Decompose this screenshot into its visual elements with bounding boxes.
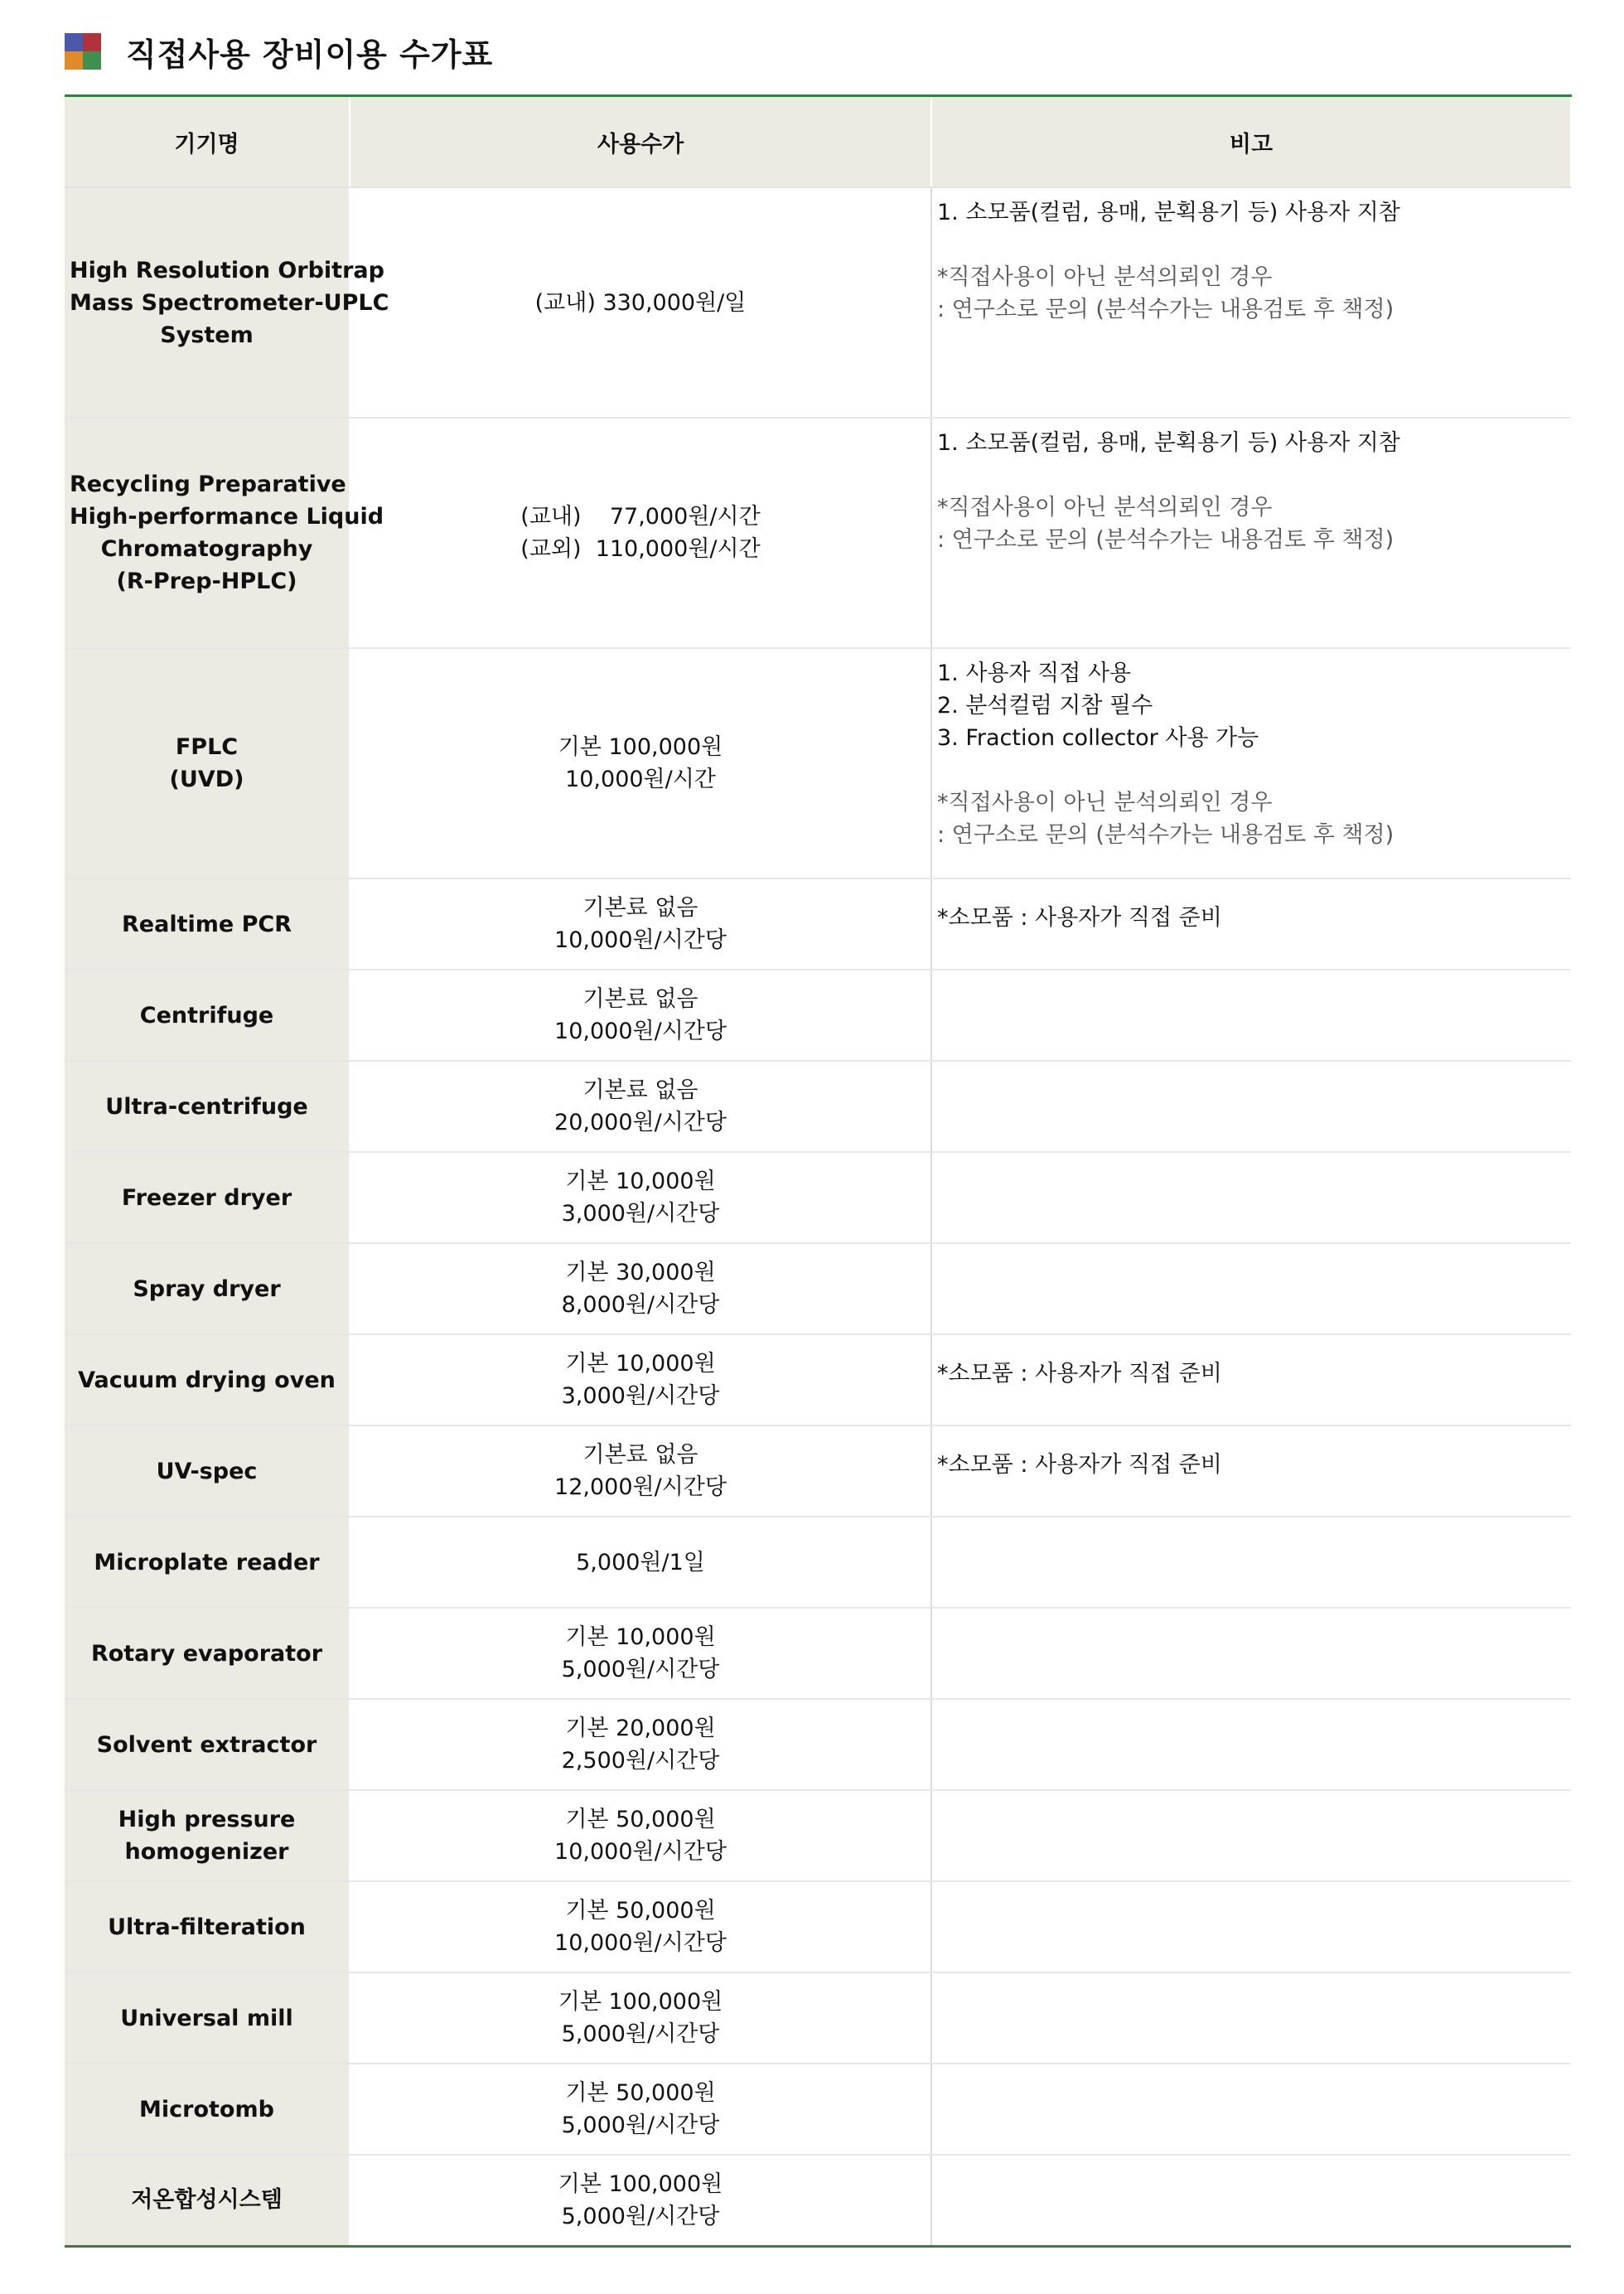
table-row xyxy=(65,878,1571,970)
name-line: Solvent extractor xyxy=(96,1731,317,1758)
note_sub-line: *직접사용이 아닌 분석의뢰인 경우 xyxy=(937,495,1273,520)
note_main-line: 3. Fraction collector 사용 가능 xyxy=(937,725,1259,751)
note_main-line: 1. 사용자 직접 사용 xyxy=(937,661,1132,686)
name-line: Universal mill xyxy=(120,2005,293,2031)
equipment-name-cell xyxy=(65,1699,350,1790)
usage-fee-cell xyxy=(350,2155,931,2246)
logo-square-blue xyxy=(65,33,83,51)
name-line: 저온합성시스템 xyxy=(131,2187,283,2214)
note_main-line: *소모품 : 사용자가 직접 준비 xyxy=(937,905,1222,931)
usage-fee-cell xyxy=(350,648,931,878)
name-line: Vacuum drying oven xyxy=(78,1367,336,1393)
table-row xyxy=(65,1608,1571,1699)
name-line: Freezer dryer xyxy=(121,1184,292,1211)
equipment-name-cell xyxy=(65,1152,350,1243)
usage-fee-cell xyxy=(350,187,931,418)
table-row xyxy=(65,1699,1571,1790)
remarks-cell xyxy=(931,1061,1571,1152)
table-row xyxy=(65,1881,1571,1972)
equipment-name-cell xyxy=(65,648,350,878)
fee-line: 5,000원/1일 xyxy=(576,1549,705,1575)
note_sub-line: *직접사용이 아닌 분석의뢰인 경우 xyxy=(937,790,1273,815)
remarks-cell xyxy=(931,648,1571,878)
name-line: UV-spec xyxy=(156,1458,258,1484)
name-line: High Resolution Orbitrap xyxy=(70,257,384,283)
usage-fee-cell xyxy=(350,1425,931,1517)
usage-fee-cell xyxy=(350,1061,931,1152)
remarks-cell xyxy=(931,2064,1571,2155)
equipment-name-cell xyxy=(65,1517,350,1608)
note_sub-line: : 연구소로 문의 (분석수가는 내용검토 후 책정) xyxy=(937,297,1394,322)
fee-line: 기본 10,000원 xyxy=(565,1351,716,1377)
fee-line: 5,000원/시간당 xyxy=(561,2021,720,2047)
table-row xyxy=(65,648,1571,878)
fee-line: 10,000원/시간당 xyxy=(554,1019,727,1044)
name-line: homogenizer xyxy=(124,1839,289,1865)
name-line: Rotary evaporator xyxy=(90,1640,323,1667)
fee-line: 기본료 없음 xyxy=(582,1442,698,1468)
table-row xyxy=(65,970,1571,1061)
fee-line: 기본 100,000원 xyxy=(558,2171,723,2197)
table-row xyxy=(65,1152,1571,1243)
remarks-cell xyxy=(931,1152,1571,1243)
usage-fee-cell xyxy=(350,1972,931,2064)
fee-line: 기본 50,000원 xyxy=(565,1898,716,1924)
fee-line: 기본 100,000원 xyxy=(558,1989,723,2015)
note_sub-line: : 연구소로 문의 (분석수가는 내용검토 후 책정) xyxy=(937,527,1394,553)
name-line: Ultra-centrifuge xyxy=(105,1093,308,1120)
fee-line: (교내) 77,000원/시간 xyxy=(520,504,761,530)
name-line: Microtomb xyxy=(139,2096,274,2122)
equipment-name-cell xyxy=(65,970,350,1061)
header-equipment-name: 기기명 xyxy=(65,96,350,188)
logo-square-green xyxy=(83,51,101,70)
table-row xyxy=(65,1517,1571,1608)
equipment-name-cell xyxy=(65,418,384,648)
logo-icon xyxy=(65,33,101,70)
name-line: FPLC xyxy=(175,734,239,760)
logo-square-red xyxy=(83,33,101,51)
fee-table xyxy=(65,94,1572,2248)
note_main-line: *소모품 : 사용자가 직접 준비 xyxy=(937,1361,1222,1387)
equipment-name-cell xyxy=(65,2064,350,2155)
fee-line: 기본료 없음 xyxy=(582,895,698,921)
fee-line: 20,000원/시간당 xyxy=(554,1110,727,1135)
note_sub-line: *직접사용이 아닌 분석의뢰인 경우 xyxy=(937,264,1273,290)
equipment-name-cell xyxy=(65,878,350,970)
table-row xyxy=(65,2155,1571,2246)
table-row xyxy=(65,418,1571,648)
fee-line: 기본 50,000원 xyxy=(565,2080,716,2106)
equipment-name-cell xyxy=(65,1972,350,2064)
fee-line: 기본 10,000원 xyxy=(565,1169,716,1194)
usage-fee-cell xyxy=(350,2064,931,2155)
note_sub-line: : 연구소로 문의 (분석수가는 내용검토 후 책정) xyxy=(937,822,1394,848)
remarks-cell xyxy=(931,418,1571,648)
fee-line: 3,000원/시간당 xyxy=(561,1383,720,1409)
fee-line: 12,000원/시간당 xyxy=(554,1474,727,1500)
equipment-name-cell xyxy=(65,1061,350,1152)
fee-line: (교외) 110,000원/시간 xyxy=(520,536,761,562)
usage-fee-cell xyxy=(350,1334,931,1425)
fee-line: 기본 30,000원 xyxy=(565,1260,716,1285)
remarks-cell xyxy=(931,970,1571,1061)
fee-line: (교내) 330,000원/일 xyxy=(534,289,747,316)
usage-fee-cell xyxy=(350,418,931,648)
name-line: Chromatography xyxy=(100,536,313,562)
fee-line: 10,000원/시간당 xyxy=(554,1930,727,1956)
fee-line: 기본 10,000원 xyxy=(565,1624,716,1650)
name-line: High pressure xyxy=(118,1807,296,1832)
fee-line: 3,000원/시간당 xyxy=(561,1201,720,1227)
equipment-name-cell xyxy=(65,1334,350,1425)
remarks-spacer xyxy=(937,229,1566,261)
usage-fee-cell xyxy=(350,970,931,1061)
fee-line: 8,000원/시간당 xyxy=(561,1292,720,1318)
table-header-row xyxy=(65,96,1571,188)
name-line: Recycling Preparative xyxy=(70,472,346,497)
name-line: (UVD) xyxy=(169,767,244,792)
remarks-cell xyxy=(931,1608,1571,1699)
usage-fee-cell xyxy=(350,1243,931,1334)
fee-line: 기본료 없음 xyxy=(582,986,698,1012)
document-header xyxy=(65,30,493,73)
name-line: Realtime PCR xyxy=(122,911,292,937)
header-usage-fee: 사용수가 xyxy=(350,96,931,188)
fee-line: 2,500원/시간당 xyxy=(561,1748,720,1774)
remarks-cell xyxy=(931,1425,1571,1517)
name-line: Centrifuge xyxy=(139,1002,274,1028)
usage-fee-cell xyxy=(350,1790,931,1881)
remarks-cell xyxy=(931,1881,1571,1972)
remarks-cell xyxy=(931,1334,1571,1425)
fee-line: 5,000원/시간당 xyxy=(561,2203,720,2229)
note_main-line: *소모품 : 사용자가 직접 준비 xyxy=(937,1452,1222,1478)
name-line: Ultra-filteration xyxy=(108,1914,306,1940)
name-line: Microplate reader xyxy=(94,1549,320,1575)
remarks-cell xyxy=(931,1972,1571,2064)
note_main-line: 1. 소모품(컬럼, 용매, 분획용기 등) 사용자 지참 xyxy=(937,430,1400,456)
table-row xyxy=(65,1790,1571,1881)
fee-line: 기본 20,000원 xyxy=(565,1716,716,1741)
table-row xyxy=(65,2064,1571,2155)
remarks-cell xyxy=(931,1243,1571,1334)
table-row xyxy=(65,1061,1571,1152)
table-body xyxy=(65,187,1571,2246)
fee-line: 기본 100,000원 xyxy=(558,734,723,760)
usage-fee-cell xyxy=(350,1881,931,1972)
table-row xyxy=(65,1425,1571,1517)
header-remarks: 비고 xyxy=(931,96,1571,188)
equipment-name-cell xyxy=(65,187,389,418)
page-title: 직접사용 장비이용 수가표 xyxy=(126,36,494,73)
remarks-spacer xyxy=(937,459,1566,491)
logo-square-orange xyxy=(65,51,83,70)
name-line: Spray dryer xyxy=(133,1275,281,1302)
equipment-name-cell xyxy=(65,1790,350,1881)
remarks-cell xyxy=(931,1790,1571,1881)
name-line: High-performance Liquid xyxy=(70,504,384,530)
usage-fee-cell xyxy=(350,1152,931,1243)
equipment-name-cell xyxy=(65,1608,350,1699)
usage-fee-cell xyxy=(350,1699,931,1790)
equipment-name-cell xyxy=(65,1425,350,1517)
usage-fee-cell xyxy=(350,878,931,970)
usage-fee-cell xyxy=(350,1608,931,1699)
equipment-name-cell xyxy=(65,1881,350,1972)
fee-line: 10,000원/시간당 xyxy=(554,1839,727,1865)
fee-line: 기본료 없음 xyxy=(582,1077,698,1103)
remarks-cell xyxy=(931,1517,1571,1608)
name-line: Mass Spectrometer-UPLC xyxy=(70,289,389,316)
equipment-name-cell xyxy=(65,1243,350,1334)
remarks-cell xyxy=(931,187,1571,418)
table-row xyxy=(65,187,1571,418)
remarks-cell xyxy=(931,2155,1571,2246)
equipment-name-cell xyxy=(65,2155,350,2246)
remarks-spacer xyxy=(937,754,1566,786)
fee-line: 5,000원/시간당 xyxy=(561,2113,720,2138)
note_main-line: 2. 분석컬럼 지참 필수 xyxy=(937,693,1153,719)
table-row xyxy=(65,1334,1571,1425)
fee-line: 5,000원/시간당 xyxy=(561,1657,720,1682)
fee-line: 10,000원/시간 xyxy=(565,767,716,792)
usage-fee-cell xyxy=(350,1517,931,1608)
note_main-line: 1. 소모품(컬럼, 용매, 분획용기 등) 사용자 지참 xyxy=(937,200,1400,225)
table-row xyxy=(65,1243,1571,1334)
fee-line: 기본 50,000원 xyxy=(565,1807,716,1832)
remarks-cell xyxy=(931,1699,1571,1790)
table-row xyxy=(65,1972,1571,2064)
name-line: System xyxy=(160,322,254,348)
remarks-cell xyxy=(931,878,1571,970)
name-line: (R-Prep-HPLC) xyxy=(116,569,297,594)
fee-line: 10,000원/시간당 xyxy=(554,927,727,953)
